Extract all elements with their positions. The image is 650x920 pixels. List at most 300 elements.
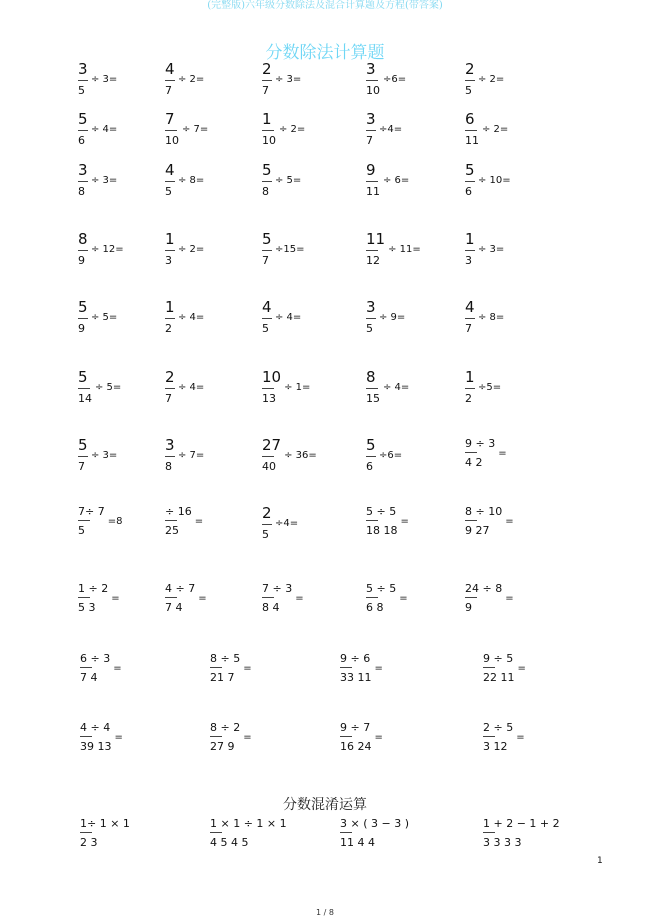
- section-title: 分数混淆运算: [283, 797, 367, 813]
- denominator: 33 11: [340, 671, 372, 684]
- fraction: [78, 62, 88, 96]
- numerator: 1 ÷ 2: [78, 582, 109, 595]
- fraction: [165, 300, 175, 334]
- denominator: 27 9: [210, 740, 235, 753]
- numerator: 27: [262, 436, 282, 454]
- operator: ÷ 1=: [284, 381, 311, 393]
- problem-item: [165, 438, 204, 472]
- operator: =: [194, 515, 204, 527]
- operator: ÷ 11=: [388, 243, 421, 255]
- fraction: [262, 232, 272, 266]
- operator: ÷ 5=: [95, 381, 122, 393]
- problem-item: [262, 300, 301, 334]
- denominator: 10: [262, 134, 276, 147]
- fraction-bar: [165, 597, 177, 598]
- denominator: 5: [78, 84, 85, 97]
- problem-item: [165, 583, 207, 613]
- fraction: [165, 506, 192, 536]
- numerator: 9 ÷ 6: [340, 652, 371, 665]
- denominator: 6 8: [366, 601, 384, 614]
- fraction: [78, 112, 88, 146]
- fraction: [483, 722, 513, 752]
- problem-item: [340, 818, 412, 848]
- problem-item: [483, 653, 526, 683]
- operator: ÷ 2=: [279, 123, 306, 135]
- fraction: [80, 653, 110, 683]
- problem-item: [78, 163, 117, 197]
- problem-item: [465, 62, 504, 96]
- fraction: [465, 300, 475, 334]
- problem-item: [210, 722, 252, 752]
- numerator: 4 ÷ 4: [80, 721, 111, 734]
- denominator: 4 2: [465, 456, 483, 469]
- denominator: 5 3: [78, 601, 96, 614]
- fraction-bar: [366, 388, 378, 389]
- problem-item: [465, 370, 501, 404]
- denominator: 7: [366, 134, 373, 147]
- fraction-bar: [262, 80, 272, 81]
- fraction: [366, 438, 376, 472]
- denominator: 3: [165, 254, 172, 267]
- problem-item: [262, 438, 317, 472]
- fraction: [210, 722, 240, 752]
- document-header: (完整版)六年级分数除法及混合计算题及方程(带答案): [207, 0, 443, 11]
- operator: ÷ 4=: [383, 381, 410, 393]
- numerator: 7: [165, 110, 175, 128]
- fraction: [465, 438, 495, 468]
- denominator: 14: [78, 392, 92, 405]
- problem-item: [366, 438, 402, 472]
- operator: ÷ 4=: [178, 311, 205, 323]
- fraction-bar: [262, 181, 272, 182]
- fraction: [78, 300, 88, 334]
- fraction-bar: [262, 456, 274, 457]
- operator: ÷ 3=: [91, 449, 118, 461]
- denominator: 10: [366, 84, 380, 97]
- fraction: [262, 506, 272, 540]
- problem-item: [483, 818, 563, 848]
- operator: ÷ 3=: [91, 73, 118, 85]
- problem-item: [78, 300, 117, 334]
- denominator: 16 24: [340, 740, 372, 753]
- denominator: 11: [465, 134, 479, 147]
- denominator: 7: [78, 460, 85, 473]
- numerator: 1: [165, 230, 175, 248]
- denominator: 7 4: [80, 671, 98, 684]
- operator: =: [505, 515, 514, 527]
- problem-item: [366, 506, 409, 536]
- fraction: [80, 722, 112, 752]
- problem-item: [165, 163, 204, 197]
- operator: ÷ 2=: [478, 73, 505, 85]
- operator: =8: [107, 515, 123, 527]
- problem-item: [483, 722, 525, 752]
- fraction: [465, 112, 479, 146]
- numerator: 5 ÷ 5: [366, 505, 397, 518]
- fraction-bar: [262, 130, 274, 131]
- numerator: 11: [366, 230, 386, 248]
- problem-item: [465, 583, 514, 613]
- numerator: 1: [262, 110, 272, 128]
- numerator: 24 ÷ 8: [465, 582, 503, 595]
- numerator: 5: [78, 368, 88, 386]
- denominator: 40: [262, 460, 276, 473]
- fraction: [78, 370, 92, 404]
- denominator: 8: [78, 185, 85, 198]
- denominator: 12: [366, 254, 380, 267]
- denominator: 10: [165, 134, 179, 147]
- fraction: [366, 232, 385, 266]
- denominator: 13: [262, 392, 276, 405]
- denominator: 2: [465, 392, 472, 405]
- numerator: 2 ÷ 5: [483, 721, 514, 734]
- fraction-bar: [78, 456, 88, 457]
- fraction-bar: [483, 736, 495, 737]
- fraction: [165, 232, 175, 266]
- problem-item: [80, 722, 123, 752]
- numerator: 10: [262, 368, 282, 386]
- operator: ÷6=: [379, 449, 403, 461]
- operator: =: [295, 592, 304, 604]
- numerator: 5: [78, 110, 88, 128]
- fraction: [78, 506, 105, 536]
- numerator: 3 × ( 3 − 3 ): [340, 817, 409, 830]
- fraction: [165, 583, 195, 613]
- fraction: [366, 370, 380, 404]
- fraction-bar: [80, 832, 92, 833]
- denominator: 8: [262, 185, 269, 198]
- problem-item: [78, 232, 124, 266]
- fraction-bar: [366, 250, 378, 251]
- numerator: 2: [165, 368, 175, 386]
- numerator: 8 ÷ 2: [210, 721, 241, 734]
- operator: ÷ 2=: [482, 123, 509, 135]
- operator: ÷5=: [478, 381, 502, 393]
- problem-item: [366, 583, 408, 613]
- operator: ÷ 10=: [478, 174, 511, 186]
- problem-item: [78, 438, 117, 472]
- fraction-bar: [78, 130, 88, 131]
- fraction-bar: [210, 736, 222, 737]
- fraction-bar: [78, 318, 88, 319]
- numerator: 3: [366, 298, 376, 316]
- fraction: [165, 438, 175, 472]
- problem-item: [78, 583, 120, 613]
- operator: =: [374, 662, 383, 674]
- numerator: 8 ÷ 5: [210, 652, 241, 665]
- operator: =: [498, 447, 507, 459]
- fraction: [78, 583, 108, 613]
- problem-item: [262, 112, 305, 146]
- operator: ÷4=: [275, 517, 299, 529]
- denominator: 3 3 3 3: [483, 836, 522, 849]
- problem-item: [78, 62, 117, 96]
- denominator: 2: [165, 322, 172, 335]
- fraction-bar: [210, 667, 222, 668]
- numerator: 4: [165, 161, 175, 179]
- problem-item: [366, 112, 402, 146]
- fraction: [262, 370, 281, 404]
- operator: =: [516, 731, 525, 743]
- operator: ÷ 36=: [284, 449, 317, 461]
- fraction-bar: [78, 597, 90, 598]
- fraction-bar: [78, 181, 88, 182]
- denominator: 5: [78, 524, 85, 537]
- numerator: 3: [78, 60, 88, 78]
- operator: ÷ 4=: [91, 123, 118, 135]
- denominator: 5: [465, 84, 472, 97]
- denominator: 18 18: [366, 524, 398, 537]
- problem-item: [465, 300, 504, 334]
- fraction-bar: [465, 388, 475, 389]
- page-footer: 1 / 8: [316, 908, 334, 917]
- denominator: 9: [78, 254, 85, 267]
- numerator: 5: [366, 436, 376, 454]
- fraction: [366, 62, 380, 96]
- fraction: [165, 112, 179, 146]
- operator: ÷ 3=: [91, 174, 118, 186]
- operator: ÷ 7=: [178, 449, 205, 461]
- denominator: 7: [465, 322, 472, 335]
- numerator: 3: [78, 161, 88, 179]
- fraction: [366, 300, 376, 334]
- operator: ÷ 5=: [275, 174, 302, 186]
- problem-item: [262, 583, 304, 613]
- numerator: 9 ÷ 7: [340, 721, 371, 734]
- problem-item: [80, 818, 133, 848]
- fraction-bar: [483, 832, 495, 833]
- operator: ÷ 9=: [379, 311, 406, 323]
- fraction-bar: [262, 318, 272, 319]
- fraction: [78, 438, 88, 472]
- operator: ÷ 4=: [275, 311, 302, 323]
- numerator: 2: [465, 60, 475, 78]
- operator: =: [198, 592, 207, 604]
- problem-item: [262, 62, 301, 96]
- numerator: 9 ÷ 5: [483, 652, 514, 665]
- numerator: 6 ÷ 3: [80, 652, 111, 665]
- denominator: 9: [465, 601, 472, 614]
- fraction: [340, 653, 372, 683]
- numerator: 5: [78, 436, 88, 454]
- page-marker: 1: [597, 856, 603, 866]
- problem-item: [262, 370, 310, 404]
- fraction-bar: [465, 597, 477, 598]
- fraction-bar: [165, 130, 177, 131]
- problem-item: [465, 112, 508, 146]
- denominator: 7: [165, 392, 172, 405]
- numerator: 1: [165, 298, 175, 316]
- fraction-bar: [340, 667, 352, 668]
- fraction: [366, 163, 380, 197]
- fraction: [78, 232, 88, 266]
- operator: =: [400, 515, 409, 527]
- fraction-bar: [340, 832, 352, 833]
- fraction-bar: [366, 520, 378, 521]
- problem-item: [165, 506, 203, 536]
- problem-item: [165, 112, 208, 146]
- operator: =: [517, 662, 526, 674]
- operator: ÷ 12=: [91, 243, 124, 255]
- denominator: 2 3: [80, 836, 98, 849]
- fraction-bar: [165, 80, 175, 81]
- fraction-bar: [78, 80, 88, 81]
- operator: =: [114, 731, 123, 743]
- fraction-bar: [262, 250, 272, 251]
- numerator: ÷ 16: [165, 505, 192, 518]
- fraction: [366, 112, 376, 146]
- problem-item: [465, 438, 507, 468]
- fraction: [262, 62, 272, 96]
- operator: ÷6=: [383, 73, 407, 85]
- fraction: [340, 722, 372, 752]
- numerator: 2: [262, 504, 272, 522]
- operator: =: [505, 592, 514, 604]
- operator: ÷15=: [275, 243, 305, 255]
- numerator: 6: [465, 110, 475, 128]
- fraction: [465, 163, 475, 197]
- denominator: 6: [465, 185, 472, 198]
- numerator: 2: [262, 60, 272, 78]
- fraction: [262, 163, 272, 197]
- numerator: 1÷ 1 × 1: [80, 817, 130, 830]
- denominator: 9 27: [465, 524, 490, 537]
- fraction-bar: [483, 667, 495, 668]
- operator: ÷ 6=: [383, 174, 410, 186]
- operator: ÷ 5=: [91, 311, 118, 323]
- fraction-bar: [78, 250, 88, 251]
- numerator: 5: [262, 230, 272, 248]
- operator: ÷ 2=: [178, 73, 205, 85]
- fraction-bar: [465, 452, 477, 453]
- problem-item: [262, 232, 304, 266]
- denominator: 7 4: [165, 601, 183, 614]
- operator: ÷ 3=: [478, 243, 505, 255]
- fraction-bar: [165, 181, 175, 182]
- problem-item: [366, 300, 405, 334]
- fraction-bar: [366, 181, 378, 182]
- problem-item: [366, 62, 406, 96]
- fraction: [366, 506, 398, 536]
- denominator: 5: [366, 322, 373, 335]
- problem-item: [465, 163, 511, 197]
- problem-item: [340, 653, 383, 683]
- fraction: [483, 818, 560, 848]
- fraction-bar: [465, 80, 475, 81]
- numerator: 1 + 2 − 1 + 2: [483, 817, 560, 830]
- fraction-bar: [165, 388, 175, 389]
- numerator: 8: [78, 230, 88, 248]
- numerator: 4: [262, 298, 272, 316]
- fraction: [340, 818, 409, 848]
- problem-item: [465, 506, 514, 536]
- operator: =: [113, 662, 122, 674]
- denominator: 21 7: [210, 671, 235, 684]
- fraction-bar: [465, 181, 475, 182]
- fraction-bar: [340, 736, 352, 737]
- problem-item: [165, 370, 204, 404]
- fraction-bar: [366, 130, 376, 131]
- fraction-bar: [165, 250, 175, 251]
- fraction-bar: [366, 318, 376, 319]
- problem-item: [262, 506, 298, 540]
- problem-item: [366, 163, 409, 197]
- fraction-bar: [262, 597, 274, 598]
- fraction: [262, 438, 281, 472]
- problem-item: [366, 370, 409, 404]
- problem-item: [78, 370, 121, 404]
- problem-item: [165, 232, 204, 266]
- fraction-bar: [366, 597, 378, 598]
- operator: ÷ 3=: [275, 73, 302, 85]
- fraction-bar: [78, 520, 90, 521]
- fraction-bar: [465, 250, 475, 251]
- operator: =: [374, 731, 383, 743]
- problem-item: [465, 232, 504, 266]
- operator: ÷ 4=: [178, 381, 205, 393]
- fraction-bar: [165, 520, 177, 521]
- fraction-bar: [165, 318, 175, 319]
- fraction: [165, 163, 175, 197]
- operator: ÷4=: [379, 123, 403, 135]
- problem-item: [78, 506, 122, 536]
- fraction: [262, 300, 272, 334]
- numerator: 4: [465, 298, 475, 316]
- denominator: 5: [262, 322, 269, 335]
- denominator: 4 5 4 5: [210, 836, 249, 849]
- denominator: 7: [262, 254, 269, 267]
- fraction-bar: [262, 388, 274, 389]
- numerator: 1: [465, 230, 475, 248]
- numerator: 1: [465, 368, 475, 386]
- numerator: 5: [465, 161, 475, 179]
- fraction: [465, 232, 475, 266]
- fraction-bar: [366, 80, 378, 81]
- fraction-bar: [465, 318, 475, 319]
- numerator: 4 ÷ 7: [165, 582, 196, 595]
- denominator: 7: [165, 84, 172, 97]
- problem-item: [366, 232, 421, 266]
- fraction: [465, 62, 475, 96]
- fraction-bar: [366, 456, 376, 457]
- fraction: [78, 163, 88, 197]
- denominator: 7: [262, 84, 269, 97]
- operator: =: [111, 592, 120, 604]
- denominator: 8 4: [262, 601, 280, 614]
- fraction-bar: [80, 736, 92, 737]
- fraction-bar: [80, 667, 92, 668]
- numerator: 4: [165, 60, 175, 78]
- denominator: 25: [165, 524, 179, 537]
- problem-item: [165, 300, 204, 334]
- problem-item: [262, 163, 301, 197]
- fraction: [465, 583, 502, 613]
- denominator: 8: [165, 460, 172, 473]
- denominator: 5: [262, 528, 269, 541]
- numerator: 7÷ 7: [78, 505, 105, 518]
- problem-item: [165, 62, 204, 96]
- denominator: 6: [366, 460, 373, 473]
- fraction: [483, 653, 515, 683]
- problem-item: [78, 112, 117, 146]
- fraction-bar: [465, 520, 477, 521]
- operator: =: [399, 592, 408, 604]
- operator: =: [243, 662, 252, 674]
- numerator: 5: [78, 298, 88, 316]
- numerator: 8 ÷ 10: [465, 505, 503, 518]
- numerator: 3: [366, 110, 376, 128]
- numerator: 3: [366, 60, 376, 78]
